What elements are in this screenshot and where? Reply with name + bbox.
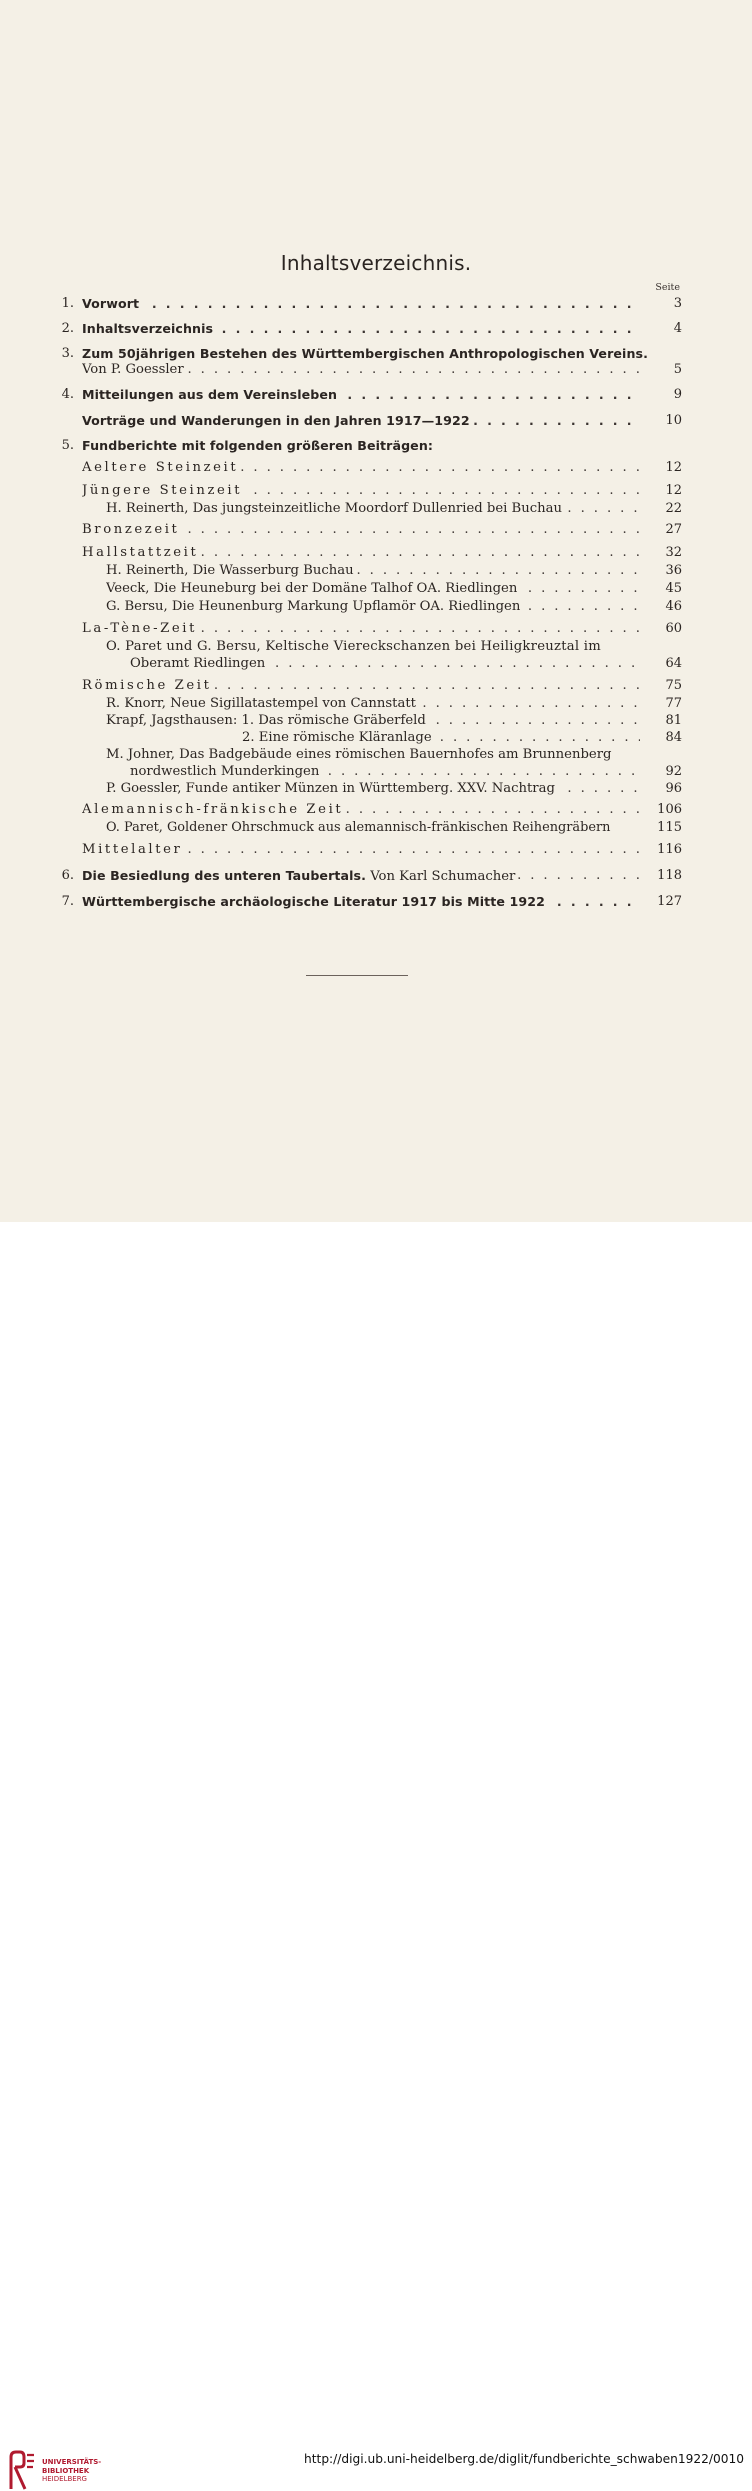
toc-entry: 2. Inhaltsverzeichnis . . . 4 [0, 320, 752, 338]
toc-entry: Vorträge und Wanderungen in den Jahren 1917—1922 . . . 10 [0, 412, 752, 430]
toc-entry: La-Tène-Zeit . . . 60 [0, 620, 752, 638]
toc-entry: 6. Die Besiedlung des unteren Taubertals. Von Karl Schumacher . . . 118 [0, 867, 752, 885]
toc-entry: 7. Württembergische archäologische Literatur 1917 bis Mitte 1922 . . . 127 [0, 893, 752, 911]
toc-entry: R. Knorr, Neue Sigillatastempel von Cannstatt . . . 77 [0, 695, 752, 713]
toc-entry: Hallstattzeit . . . 32 [0, 544, 752, 562]
toc-entry: 4. Mitteilungen aus dem Vereinsleben . . . 9 [0, 386, 752, 404]
toc-entry: Oberamt Riedlingen . . . 64 [0, 655, 752, 673]
toc-entry: H. Reinerth, Das jungsteinzeitliche Moordorf Dullenried bei Buchau . . . 22 [0, 500, 752, 518]
toc-entry: G. Bersu, Die Heunenburg Markung Upflamör OA. Riedlingen . . . 46 [0, 598, 752, 616]
toc-entry: nordwestlich Munderkingen . . . 92 [0, 763, 752, 781]
toc-entry: Aeltere Steinzeit . . . 12 [0, 459, 752, 477]
toc-entry: Veeck, Die Heuneburg bei der Domäne Talhof OA. Riedlingen . . . 45 [0, 580, 752, 598]
toc-entry: 3. Zum 50jährigen Bestehen des Württembergischen Anthropologischen Vereins. [0, 345, 752, 363]
library-logo-text: UNIVERSITÄTS- BIBLIOTHEK HEIDELBERG [42, 2458, 102, 2483]
toc-entry: P. Goessler, Funde antiker Münzen in Württemberg. XXV. Nachtrag . . . 96 [0, 780, 752, 798]
toc-entry: 2. Eine römische Kläranlage . . . 84 [0, 729, 752, 747]
toc-entry: Mittelalter . . . 116 [0, 841, 752, 859]
scanned-page [0, 0, 752, 1222]
toc-entry: 1. Vorwort . . . 3 [0, 295, 752, 313]
toc-entry: M. Johner, Das Badgebäude eines römischen Bauernhofes am Brunnenberg [0, 746, 752, 764]
seite-header: Seite [655, 282, 680, 293]
toc-entry: Alemannisch-fränkische Zeit . . . 106 [0, 801, 752, 819]
toc-entry: Von P. Goessler . . . 5 [0, 361, 752, 379]
end-rule [306, 975, 408, 976]
toc-entry: 5. Fundberichte mit folgenden größeren Beiträgen: [0, 437, 752, 455]
toc-entry: O. Paret, Goldener Ohrschmuck aus alemannisch-fränkischen Reihengräbern 115 [106, 820, 682, 835]
library-logo-icon [7, 2449, 37, 2491]
footer-bar [0, 1222, 752, 2483]
toc-entry: Krapf, Jagsthausen: 1. Das römische Gräberfeld . . . 81 [0, 712, 752, 730]
source-url-link[interactable]: http://digi.ub.uni-heidelberg.de/diglit/fundberichte_schwaben1922/0010 [304, 2452, 744, 2466]
toc-entry: Bronzezeit . . . 27 [0, 521, 752, 539]
toc-entry: Römische Zeit . . . 75 [0, 677, 752, 695]
toc-entry: Jüngere Steinzeit . . . 12 [0, 482, 752, 500]
page-title: Inhaltsverzeichnis. [280, 251, 472, 275]
toc-entry: O. Paret und G. Bersu, Keltische Viereckschanzen bei Heiligkreuztal im [0, 638, 752, 656]
toc-entry: H. Reinerth, Die Wasserburg Buchau . . . 36 [0, 562, 752, 580]
